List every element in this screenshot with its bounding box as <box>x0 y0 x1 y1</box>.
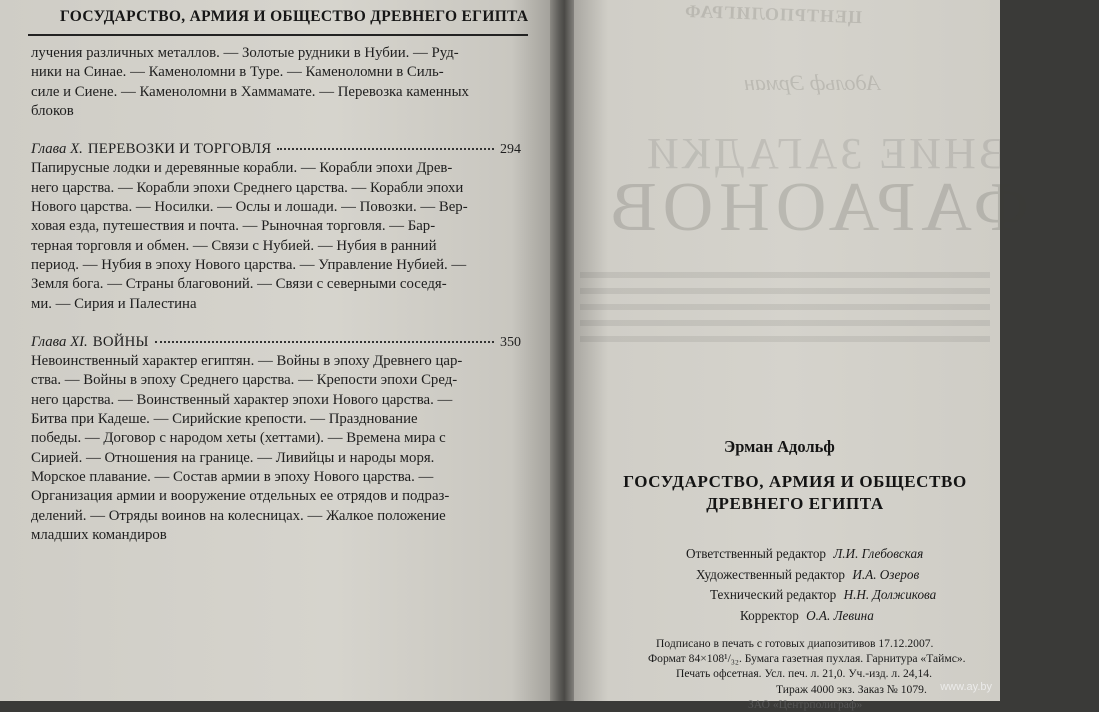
toc-line: него царства. — Корабли эпохи Среднего царства. — Корабли эпохи <box>31 179 464 196</box>
chapter-heading-xi <box>31 333 521 352</box>
toc-line: ства. — Войны в эпоху Среднего царства. — Крепости эпохи Сред- <box>31 372 458 389</box>
chapter-number: Глава X. <box>31 141 83 158</box>
book-title-line-1: ГОСУДАРСТВО, АРМИЯ И ОБЩЕСТВО <box>623 472 967 491</box>
printing-line: Тираж 4000 экз. Заказ № 1079. <box>776 682 927 696</box>
bleed-through-subtitle: ДРЕВНИЕ ЗАГАДКИ <box>644 129 1099 178</box>
credit-row <box>624 585 994 606</box>
toc-line: Папирусные лодки и деревянные корабли. — Корабли эпохи Древ- <box>31 160 453 177</box>
toc-line: младших командиров <box>31 526 167 543</box>
chapter-title: ПЕРЕВОЗКИ И ТОРГОВЛЯ <box>87 141 272 158</box>
toc-line: силе и Сиене. — Каменоломни в Хаммамате. — Перевозка каменных <box>31 83 469 100</box>
credit-row <box>624 544 994 565</box>
bleed-through-title: ФАРАОНОВ <box>604 169 1029 246</box>
credit-name: Л.И. Глебовская <box>833 546 924 561</box>
page-number: 350 <box>500 334 521 350</box>
printing-line: ЗАО «Центрполиграф» <box>748 697 863 711</box>
running-head-text: ГОСУДАРСТВО, АРМИЯ И ОБЩЕСТВО ДРЕВНЕГО ЕГИПТА <box>60 8 529 25</box>
toc-line: Морское плавание. — Состав армии в эпоху Нового царства. — <box>31 468 434 485</box>
leader-dots <box>277 138 494 150</box>
book-title-line-2: ДРЕВНЕГО ЕГИПТА <box>706 494 884 513</box>
printing-line: Печать офсетная. Усл. печ. л. 21,0. Уч.-изд. л. 24,14. <box>676 667 932 681</box>
right-page <box>574 0 1099 711</box>
watermark: www.ay.by <box>940 681 992 693</box>
leader-dots <box>155 331 494 343</box>
toc-line: ники на Синае. — Каменоломни в Туре. — Каменоломни в Силь- <box>31 64 444 81</box>
credit-row <box>624 606 994 627</box>
printing-details <box>648 636 1000 712</box>
toc-line: терная торговля и обмен. — Связи с Нубией. — Нубия в ранний <box>31 237 437 254</box>
credit-row <box>624 565 994 586</box>
toc-line: него царства. — Воинственный характер эпохи Нового царства. — <box>31 391 453 408</box>
credit-role: Технический редактор <box>710 587 837 602</box>
page-number: 294 <box>500 142 521 158</box>
toc-line: Земля бога. — Страны благовоний. — Связи с северными соседя- <box>31 276 447 293</box>
toc-line: лучения различных металлов. — Золотые рудники в Нубии. — Руд- <box>31 45 459 61</box>
bleed-through-publisher: ЦЕНТРПОЛИГРАФ <box>683 0 863 28</box>
book-gutter <box>550 0 576 701</box>
credit-name: О.А. Левина <box>806 607 874 623</box>
toc-line: Невоинственный характер египтян. — Войны в эпоху Древнего цар- <box>31 353 463 370</box>
toc-line: Нового царства. — Носилки. — Ослы и лошади. — Повозки. — Вер- <box>31 199 468 216</box>
credit-name: И.А. Озеров <box>852 566 920 582</box>
editorial-credits <box>624 544 994 626</box>
author-name: Эрман Адольф <box>724 437 835 456</box>
toc-line: блоков <box>31 102 74 119</box>
credit-role: Корректор <box>740 607 799 623</box>
chapter-title: ВОЙНЫ <box>92 333 149 350</box>
toc-line: период. — Нубия в эпоху Нового царства. — Управление Нубией. — <box>31 256 467 273</box>
credit-role: Ответственный редактор <box>686 546 827 561</box>
table-of-contents <box>31 44 521 545</box>
left-page <box>0 0 556 701</box>
chapter-contents-x <box>31 159 521 313</box>
chapter-contents-xi <box>31 352 521 545</box>
toc-line: Сирией. — Отношения на границе. — Ливийцы и народы моря. <box>31 449 435 466</box>
credit-role: Художественный редактор <box>696 566 846 582</box>
running-head <box>28 0 528 36</box>
imprint <box>574 0 1000 711</box>
credit-name: Н.Н. Должикова <box>843 587 937 602</box>
chapter-heading-x <box>31 140 521 159</box>
printing-line: Подписано в печать с готовых диапозитивов 17.12.2007. <box>656 637 934 650</box>
toc-line: ми. — Сирия и Палестина <box>31 295 197 312</box>
toc-line: делений. — Отряды воинов на колесницах. — Жалкое положение <box>31 507 446 524</box>
toc-line: победы. — Договор с народом хеты (хеттами). — Времена мира с <box>31 430 446 447</box>
printing-line: Формат 84×108¹/₃₂. Бумага газетная пухлая. Гарнитура «Таймс». <box>648 652 966 666</box>
toc-line: ховая езда, путешествия и почта. — Рыночная торговля. — Бар- <box>31 218 436 235</box>
toc-line: Битва при Кадеше. — Сирийские крепости. — Празднование <box>31 411 418 428</box>
chapter-number: Глава XI. <box>31 333 88 350</box>
toc-line: Организация армии и вооружение отдельных ее отрядов и подраз- <box>31 488 450 505</box>
bleed-through-author: Адольф Эрман <box>744 70 881 95</box>
